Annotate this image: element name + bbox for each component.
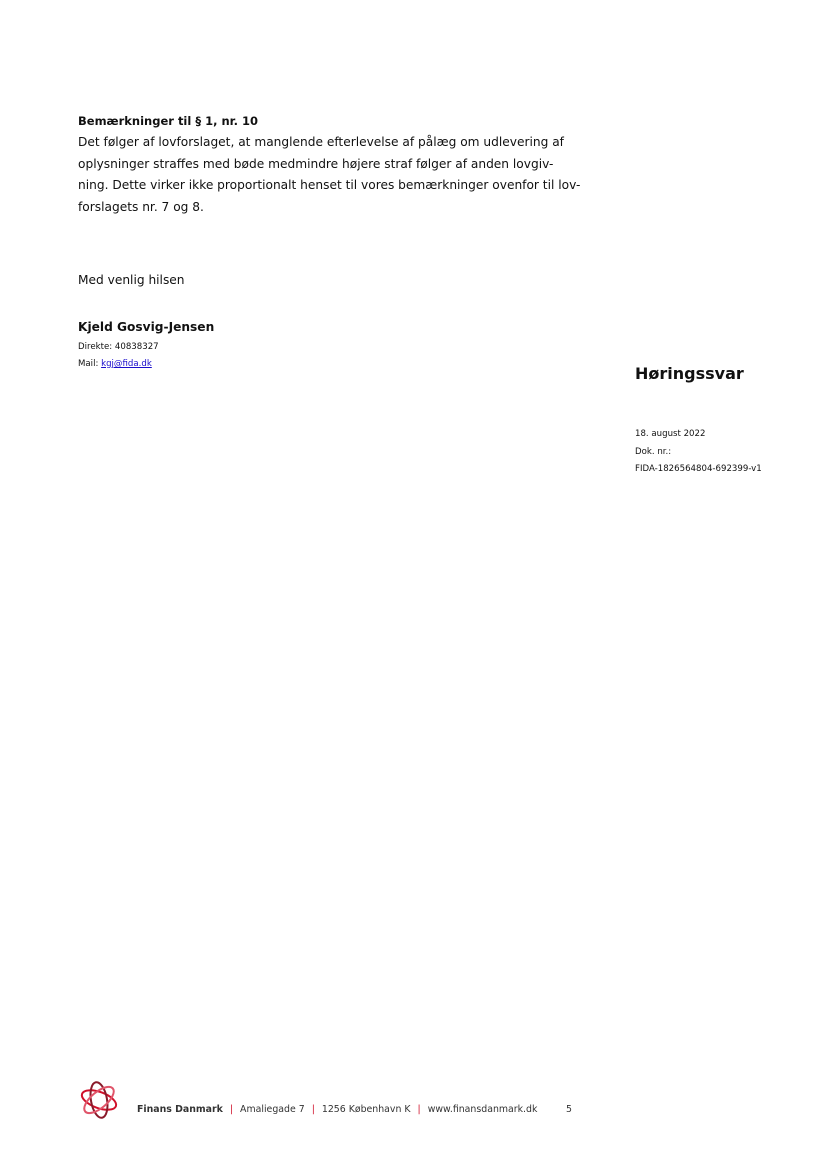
closing: Med venlig hilsen bbox=[78, 273, 185, 287]
mail-link[interactable]: kgj@fida.dk bbox=[101, 359, 152, 369]
paragraph-line: Det følger af lovforslaget, at manglende efterlevelse af pålæg om udlevering af bbox=[78, 135, 564, 149]
footer-org: Finans Danmark bbox=[137, 1104, 223, 1115]
paragraph-line: oplysninger straffes med bøde medmindre højere straf følger af anden lovgiv- bbox=[78, 156, 554, 171]
footer-separator: | bbox=[311, 1104, 315, 1115]
footer-city: 1256 København K bbox=[321, 1104, 411, 1115]
footer-website[interactable]: www.finansdanmark.dk bbox=[427, 1104, 538, 1115]
mail-line bbox=[78, 359, 152, 369]
finans-danmark-logo-icon bbox=[77, 1078, 121, 1122]
signer-name: Kjeld Gosvig-Jensen bbox=[78, 320, 215, 334]
document-date: 18. august 2022 bbox=[635, 429, 706, 439]
mail-label: Mail: bbox=[78, 359, 102, 369]
page-number: 5 bbox=[566, 1104, 572, 1115]
paragraph-line: forslagets nr. 7 og 8. bbox=[78, 199, 204, 214]
footer-address: Amaliegade 7 bbox=[240, 1104, 305, 1115]
doc-number-label: Dok. nr.: bbox=[635, 446, 672, 457]
footer bbox=[137, 1104, 537, 1115]
section-heading: Bemærkninger til § 1, nr. 10 bbox=[78, 114, 259, 128]
document-meta bbox=[635, 426, 762, 479]
paragraph-line: ning. Dette virker ikke proportionalt henset til vores bemærkninger ovenfor til lov- bbox=[78, 178, 581, 193]
document-type-title: Høringssvar bbox=[635, 364, 744, 383]
footer-separator: | bbox=[229, 1104, 234, 1115]
direct-phone: Direkte: 40838327 bbox=[78, 342, 159, 352]
body-paragraph bbox=[78, 132, 580, 218]
doc-number: FIDA-1826564804-692399-v1 bbox=[635, 464, 762, 474]
footer-separator: | bbox=[417, 1104, 421, 1115]
